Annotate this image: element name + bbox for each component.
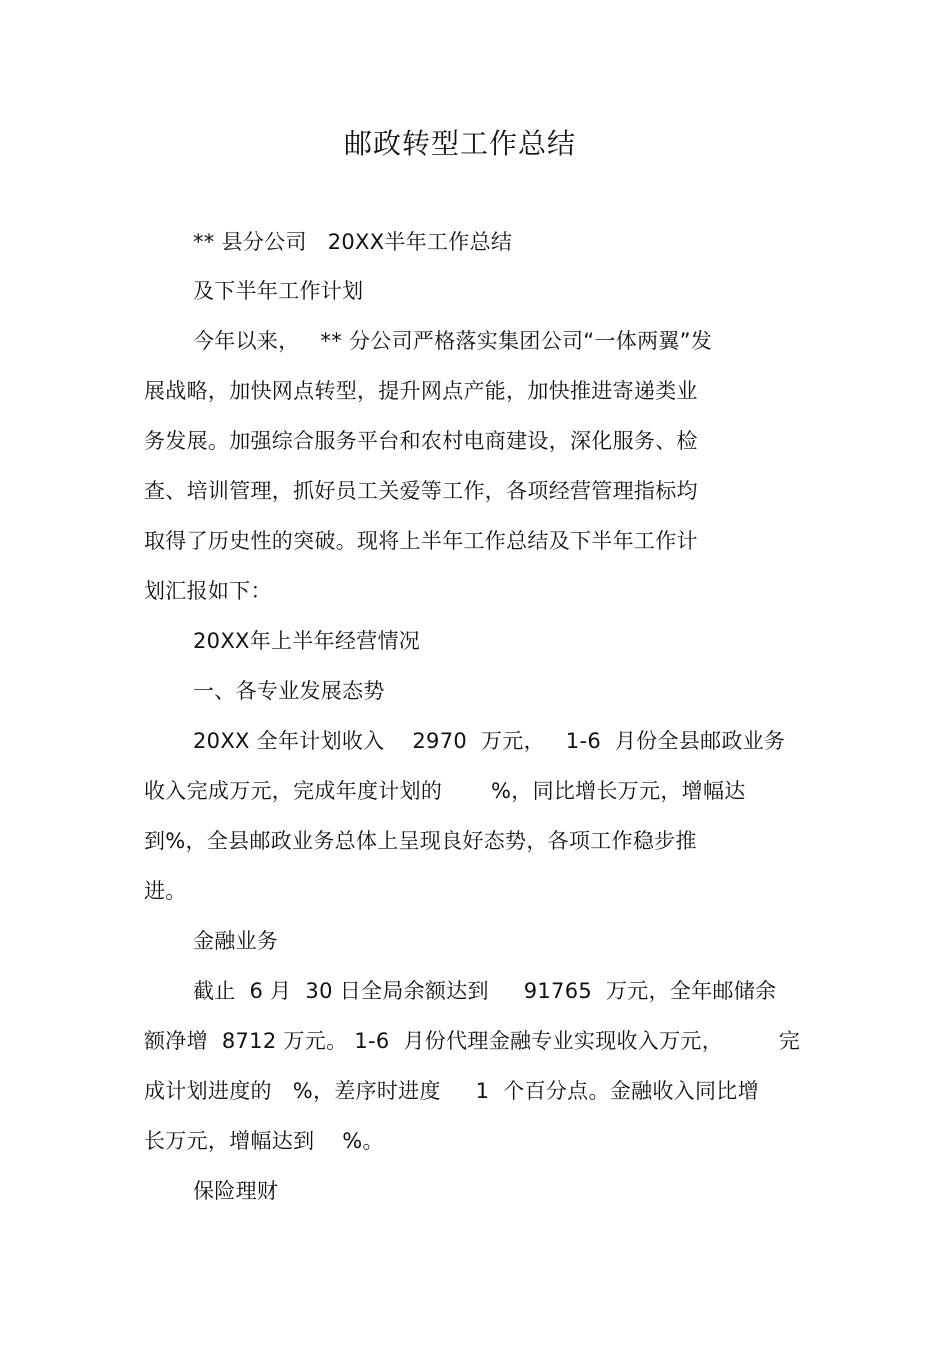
paragraph-line: 查、培训管理，抓好员工关爱等工作，各项经营管理指标均	[144, 479, 698, 503]
paragraph-line: 到%，全县邮政业务总体上呈现良好态势，各项工作稳步推	[144, 829, 697, 853]
paragraph-line: 截止 6 月 30 日全局余额达到 91765 万元，全年邮储余	[193, 979, 777, 1003]
paragraph-line: 取得了历史性的突破。现将上半年工作总结及下半年工作计	[144, 529, 698, 553]
subtitle-line-1: ** 县分公司 20XX半年工作总结	[193, 230, 513, 254]
subtitle-line-2: 及下半年工作计划	[193, 279, 364, 303]
paragraph-line: 20XX 全年计划收入 2970 万元， 1-6 月份全县邮政业务	[193, 729, 786, 753]
section-heading: 保险理财	[193, 1179, 279, 1203]
document-title: 邮政转型工作总结	[343, 127, 576, 160]
section-heading: 金融业务	[193, 929, 279, 953]
paragraph-line: 收入完成万元，完成年度计划的 %，同比增长万元，增幅达	[144, 779, 746, 803]
paragraph-line: 成计划进度的 %，差序时进度 1 个百分点。金融收入同比增	[144, 1079, 759, 1103]
section-heading: 20XX年上半年经营情况	[193, 629, 421, 653]
paragraph-line: 展战略，加快网点转型，提升网点产能，加快推进寄递类业	[144, 379, 698, 403]
paragraph-line: 今年以来， ** 分公司严格落实集团公司“一体两翼”发	[193, 329, 713, 353]
paragraph-line: 额净增 8712 万元。 1-6 月份代理金融专业实现收入万元， 完	[144, 1029, 801, 1053]
section-heading: 一、各专业发展态势	[193, 679, 385, 703]
paragraph-line: 务发展。加强综合服务平台和农村电商建设，深化服务、检	[144, 429, 698, 453]
paragraph-line: 长万元，增幅达到 %。	[144, 1129, 384, 1153]
paragraph-line: 划汇报如下：	[144, 579, 272, 603]
paragraph-line: 进。	[144, 879, 187, 903]
